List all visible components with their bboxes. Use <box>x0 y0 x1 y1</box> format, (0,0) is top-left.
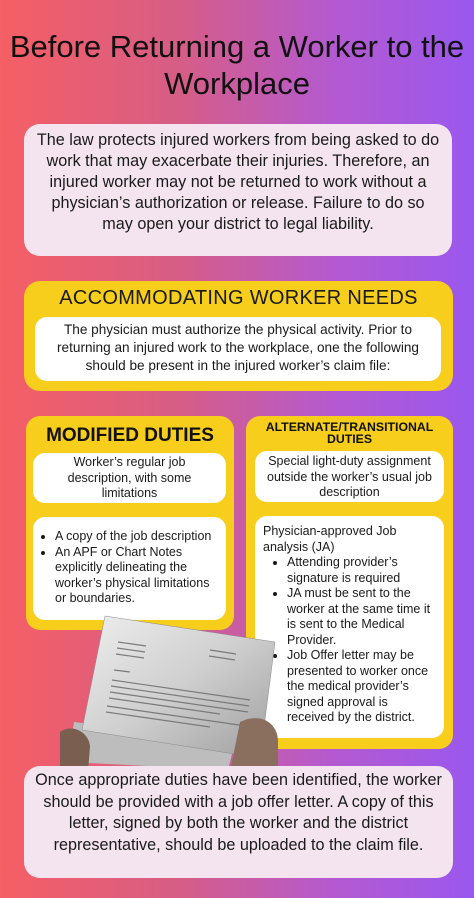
alternate-duties-summary: Special light-duty assignment outside the worker’s usual job description <box>255 451 444 502</box>
modified-duties-list <box>39 529 220 607</box>
accommodating-heading: ACCOMMODATING WORKER NEEDS <box>59 287 418 309</box>
alternate-duties-intro: Physician-approved Job analysis (JA) <box>263 524 397 554</box>
alternate-duties-heading: ALTERNATE/TRANSITIONAL DUTIES <box>265 420 434 446</box>
list-item: • Job Offer letter may be presented to worker once the medical provider’s signed approval is received by the district. <box>287 648 438 726</box>
list-item: • A copy of the job description <box>55 529 220 545</box>
list-item: • An APF or Chart Notes explicitly delineating the worker’s physical limitations or boundaries. <box>55 545 220 607</box>
intro-paragraph: The law protects injured workers from being asked to do work that may exacerbate their injuries. Therefore, an injured worker may not be returned to work without a physician’s authorization or release. Failure to do so may open your district to legal liability. <box>24 124 452 256</box>
modified-duties-heading: MODIFIED DUTIES <box>46 425 214 446</box>
accommodating-body: The physician must authorize the physical activity. Prior to returning an injured work to the workplace, one the following should be present in the injured worker’s claim file: <box>35 317 441 381</box>
accommodating-panel <box>24 281 453 391</box>
alternate-duties-list <box>263 555 438 726</box>
outro-paragraph: Once appropriate duties have been identified, the worker should be provided with a job offer letter. A copy of this letter, signed by both the worker and the district representative, should be uploaded to the claim file. <box>24 766 453 878</box>
modified-duties-panel <box>26 416 234 630</box>
job-offer-letter-photo <box>60 612 280 772</box>
modified-duties-summary: Worker’s regular job description, with some limitations <box>33 453 226 503</box>
page-title: Before Returning a Worker to the Workplace <box>9 29 465 101</box>
letter-illustration <box>60 612 280 772</box>
list-item: • JA must be sent to the worker at the same time it is sent to the Medical Provider. <box>287 586 438 648</box>
list-item: • Attending provider’s signature is required <box>287 555 438 586</box>
modified-duties-list-box <box>33 517 226 620</box>
alternate-duties-list-box <box>255 516 444 738</box>
